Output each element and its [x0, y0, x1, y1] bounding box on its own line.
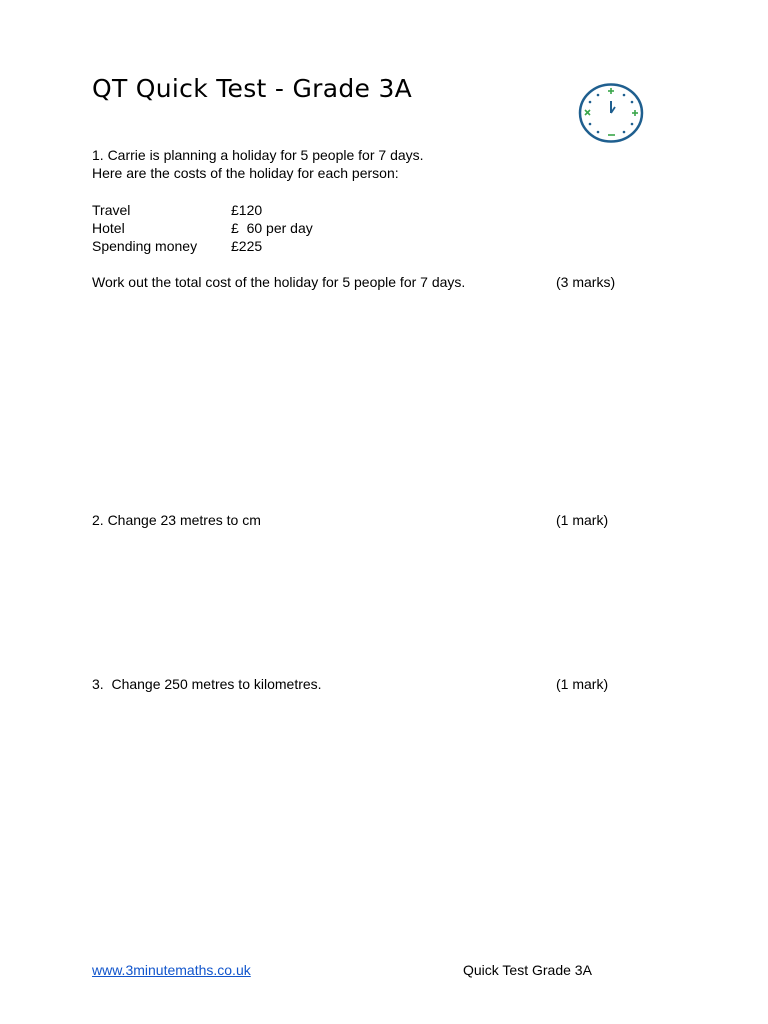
question-2-prompt: 2. Change 23 metres to cm: [92, 512, 261, 528]
footer-label: Quick Test Grade 3A: [463, 962, 592, 978]
question-3-prompt: 3. Change 250 metres to kilometres.: [92, 676, 322, 692]
cost-item-hotel: Hotel: [92, 220, 125, 236]
clock-icon: [578, 82, 644, 144]
page-title: QT Quick Test - Grade 3A: [92, 74, 413, 103]
question-1-prompt: Work out the total cost of the holiday for 5 people for 7 days.: [92, 274, 466, 290]
footer-website-link[interactable]: www.3minutemaths.co.uk: [92, 962, 251, 978]
question-1-marks: (3 marks): [556, 274, 616, 290]
cost-value-spending-money: £225: [231, 238, 263, 254]
cost-item-spending-money: Spending money: [92, 238, 198, 254]
question-3-marks: (1 mark): [556, 676, 609, 692]
cost-value-hotel: £ 60 per day: [231, 220, 313, 236]
question-2-marks: (1 mark): [556, 512, 609, 528]
question-1-intro-line-1: 1. Carrie is planning a holiday for 5 people for 7 days.: [92, 147, 424, 163]
question-1-intro-line-2: Here are the costs of the holiday for each person:: [92, 165, 399, 181]
cost-item-travel: Travel: [92, 202, 131, 218]
cost-value-travel: £120: [231, 202, 263, 218]
